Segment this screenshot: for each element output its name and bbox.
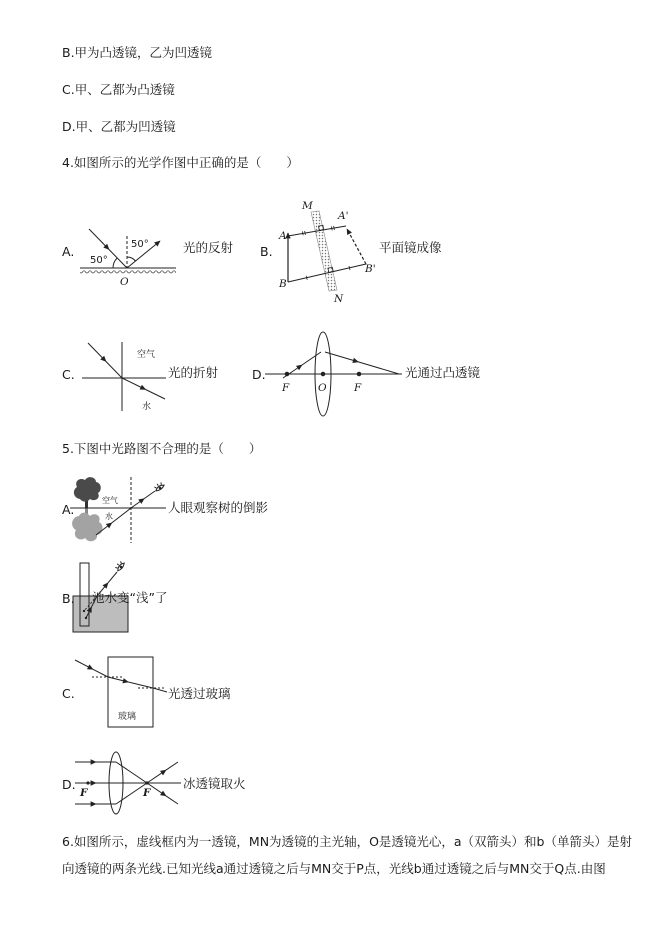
q3-option-c: C.甲、乙都为凸透镜 <box>62 82 175 97</box>
incident-ray-end <box>106 362 122 379</box>
diverging-ray-up <box>147 770 166 783</box>
q5-option-a-caption: 人眼观察树的倒影 <box>168 500 269 515</box>
focus-left-dot <box>86 781 89 784</box>
incident-ray-end <box>302 352 321 365</box>
q4-option-b-letter: B. <box>260 244 273 259</box>
label-b: B <box>279 278 287 290</box>
focus-right-dot <box>357 372 361 376</box>
q4-option-c-letter: C. <box>62 367 75 382</box>
converging-ray-top <box>116 762 147 783</box>
q3-option-d: D.甲、乙都为凹透镜 <box>62 119 176 134</box>
label-b-prime: B' <box>365 263 376 275</box>
emergent-ray <box>153 688 167 692</box>
q4-option-a-caption: 光的反射 <box>183 240 234 255</box>
eye-icon <box>153 481 165 492</box>
image-a-prime-b-prime <box>347 229 366 264</box>
focus-left-label: F <box>80 787 88 799</box>
incident-ray <box>89 229 109 250</box>
ray-in-water-end <box>112 508 131 523</box>
q5-option-b-letter: B. <box>62 591 75 606</box>
q3-option-b: B.甲为凸透镜，乙为凹透镜 <box>62 45 213 60</box>
ray-in-air-end <box>108 572 117 583</box>
q4-figure-b-plane-mirror <box>278 200 376 305</box>
air-label: 空气 <box>137 350 156 360</box>
label-m: M <box>302 200 313 212</box>
diverging-ray-up-end <box>166 762 178 770</box>
refracted-ray <box>122 378 146 390</box>
q6-stem-line-1: 6.如图所示，虚线框内为一透镜，MN为透镜的主光轴，O是透镜光心，a（双箭头）和b（单箭头）是射 <box>62 834 632 849</box>
angle-label-left: 50° <box>90 255 108 266</box>
virtual-image-dot <box>83 610 85 612</box>
incident-ray <box>88 343 106 362</box>
q4-option-d-caption: 光通过凸透镜 <box>405 365 481 380</box>
q5-figure-d-ice-lens <box>75 752 181 814</box>
q6-stem-line-2: 向透镜的两条光线.已知光线a通过透镜之后与MN交于P点，光线b通过透镜之后与MN交于Q点.由图 <box>62 861 606 876</box>
q5-figure-a-tree-reflection <box>70 477 166 543</box>
reflected-canopy <box>72 513 102 542</box>
refracted-ray-end <box>358 362 399 374</box>
water-label: 水 <box>105 512 113 521</box>
eye-icon <box>114 560 125 572</box>
q5-option-a-letter: A. <box>62 502 75 517</box>
ray-in-glass-end <box>128 682 153 688</box>
refracted-ray-end <box>146 390 165 400</box>
incident-ray <box>283 365 302 378</box>
tree-illustration <box>74 477 101 508</box>
focus-right-label: F <box>143 787 151 799</box>
q5-option-d-letter: D. <box>62 777 76 792</box>
angle-arc-reflected <box>127 257 136 261</box>
optical-center-dot <box>321 372 325 376</box>
q4-option-d-letter: D. <box>252 367 266 382</box>
q4-figure-c-refraction <box>82 342 166 412</box>
q5-figure-c-glass <box>75 657 167 727</box>
glass-label: 玻璃 <box>118 712 137 722</box>
focus-right-dot <box>145 781 148 784</box>
incident-ray-end <box>93 669 108 677</box>
label-a: A <box>279 230 287 242</box>
focus-right-label: F <box>354 382 362 394</box>
q5-option-c-letter: C. <box>62 686 75 701</box>
ray-in-air-end <box>144 491 155 499</box>
q4-option-b-caption: 平面镜成像 <box>379 240 442 255</box>
tree-canopy <box>74 477 101 502</box>
q4-option-a-letter: A. <box>62 244 75 259</box>
ray-in-glass <box>108 677 128 682</box>
q4-stem: 4.如图所示的光学作图中正确的是（ ） <box>62 155 299 170</box>
q4-figure-d-convex-lens <box>265 332 402 416</box>
focus-left-label: F <box>282 382 290 394</box>
q5-option-c-caption: 光透过玻璃 <box>168 686 231 701</box>
tree-reflection-illustration <box>72 508 102 541</box>
incident-ray-end <box>109 250 127 269</box>
diverging-ray-down-end <box>166 796 178 804</box>
mirror-hatching <box>80 269 176 275</box>
object-dot <box>85 617 87 619</box>
water-label: 水 <box>142 402 152 412</box>
q4-option-c-caption: 光的折射 <box>168 365 219 380</box>
angle-arc-incident <box>113 258 117 268</box>
angle-label-right: 50° <box>131 239 149 250</box>
incident-ray <box>75 660 93 669</box>
optical-center-label: O <box>318 382 327 394</box>
point-o-label: O <box>120 276 129 288</box>
q4-figure-a-reflection <box>80 229 176 288</box>
label-a-prime: A' <box>338 210 349 222</box>
q5-option-b-caption: 池水变“浅”了 <box>92 590 168 605</box>
q5-stem: 5.下图中光路图不合理的是（ ） <box>62 441 262 456</box>
q5-option-d-caption: 冰透镜取火 <box>183 776 246 791</box>
air-label: 空气 <box>102 496 118 505</box>
ray-in-air <box>131 499 144 508</box>
plane-mirror <box>311 211 337 291</box>
label-n: N <box>334 293 344 305</box>
